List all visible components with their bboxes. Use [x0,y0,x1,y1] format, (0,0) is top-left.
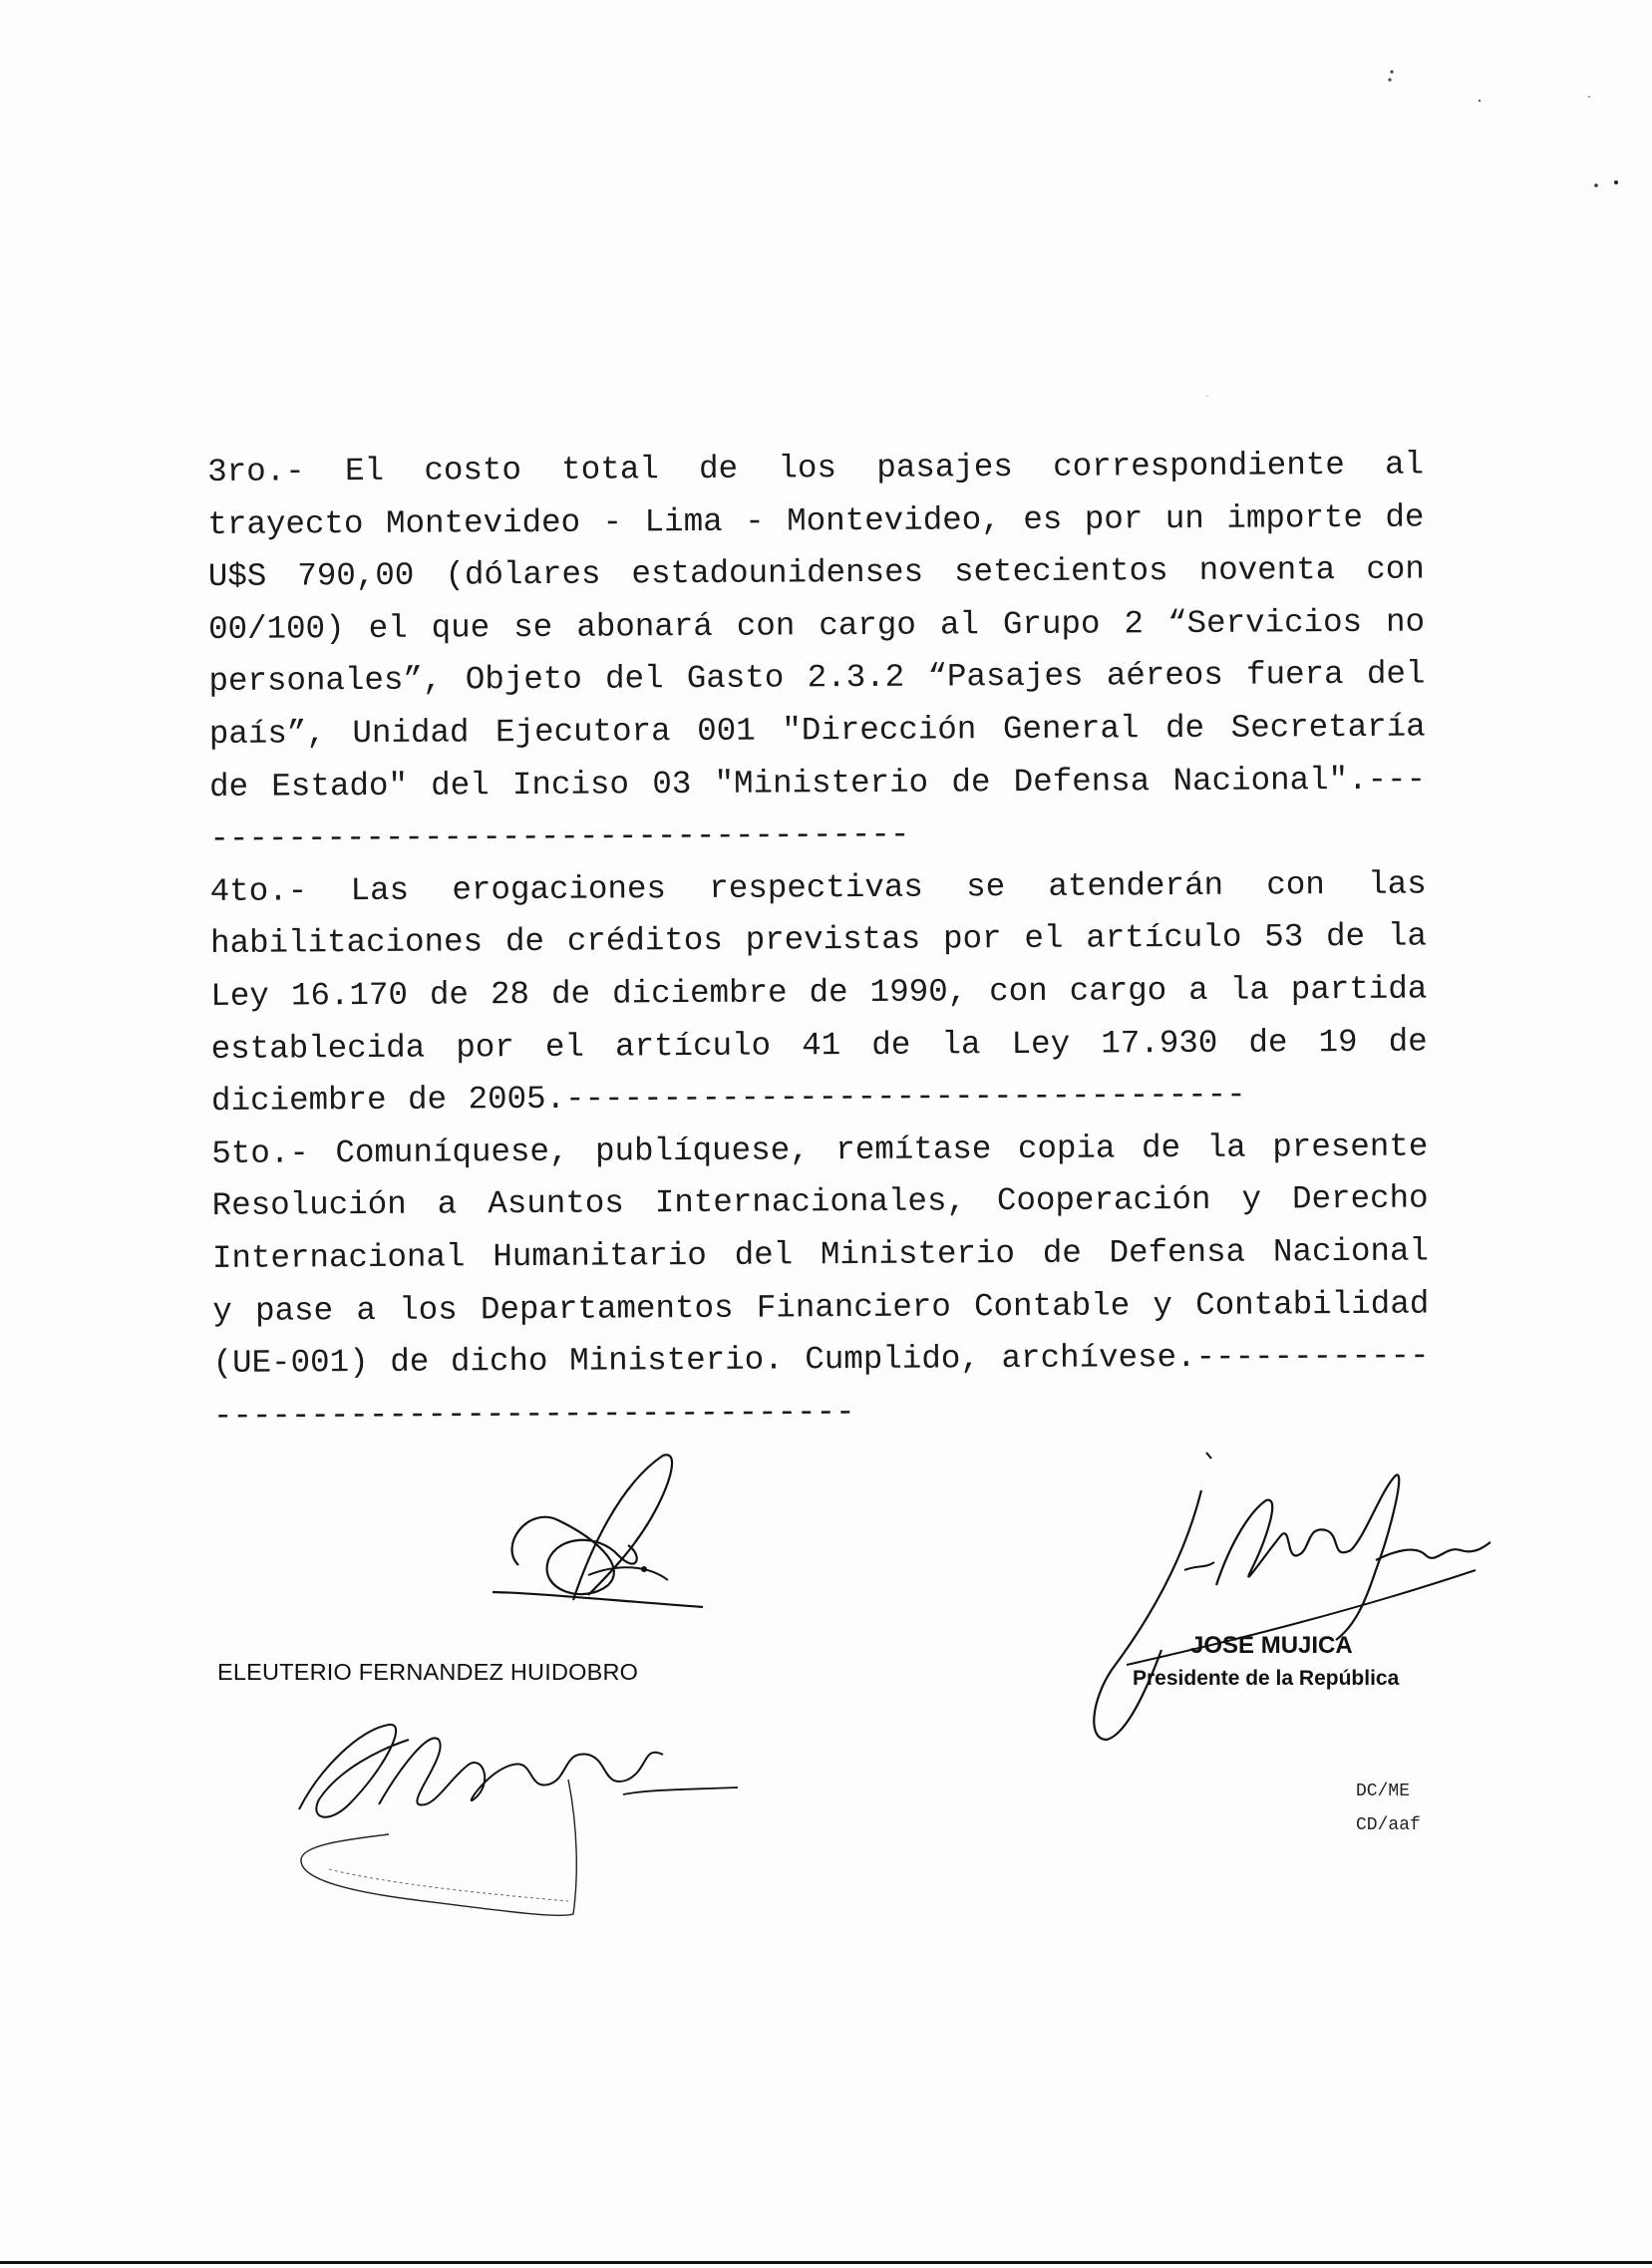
reference-line-2: CD/aaf [1356,1815,1421,1835]
scan-specks [0,0,1652,399]
signature-upper-left-drawing [479,1446,718,1620]
left-signer-name: ELEUTERIO FERNANDEZ HUIDOBRO [217,1659,639,1685]
bottom-scan-edge [0,2261,1652,2264]
right-signer-name: JOSE MUJICA [1190,1632,1353,1659]
resolution-body [207,440,1430,1444]
reference-line-1: DC/ME [1356,1782,1411,1801]
signature-lower-left-drawing [289,1710,748,1929]
signature-right-drawing [1037,1451,1495,1750]
right-signer-title: Presidente de la República [1133,1667,1400,1690]
article-5-paragraph: 5to.- Comuníquese, publíquese, remítase copia de la presente Resolución a Asuntos Internacionales, Cooperación y Derecho Internacional Humanitario del Ministerio de Defensa Nacional y pase a los Departamentos Financiero Contable y Contabilidad (UE-001) de dicho Ministerio. Cumplido, archívese.--------------------------------------------- [211,1128,1430,1435]
reference-initials [1356,1775,1421,1842]
article-4-paragraph: 4to.- Las erogaciones respectivas se atenderán con las habilitaciones de créditos previstas por el artículo 53 de la Ley 16.170 de 28 de diciembre de 1990, con cargo a la partida establecida por el artículo 41 de la Ley 17.930 de 19 de diciembre de 2005.----------------------------------- [209,865,1428,1121]
article-3-paragraph: 3ro.- El costo total de los pasajes correspondiente al trayecto Montevideo - Lima - Montevideo, es por un importe de U$S 790,00 (dólares estadounidenses setecientos noventa con 00/100) el que se abonará con cargo al Grupo 2 “Servicios no personales”, Objeto del Gasto 2.3.2 “Pasajes aéreos fuera del país”, Unidad Ejecutora 001 "Dirección General de Secretaría de Estado" del Inciso 03 "Ministerio de Defensa Nacional".--------------------------------------- [207,446,1427,858]
